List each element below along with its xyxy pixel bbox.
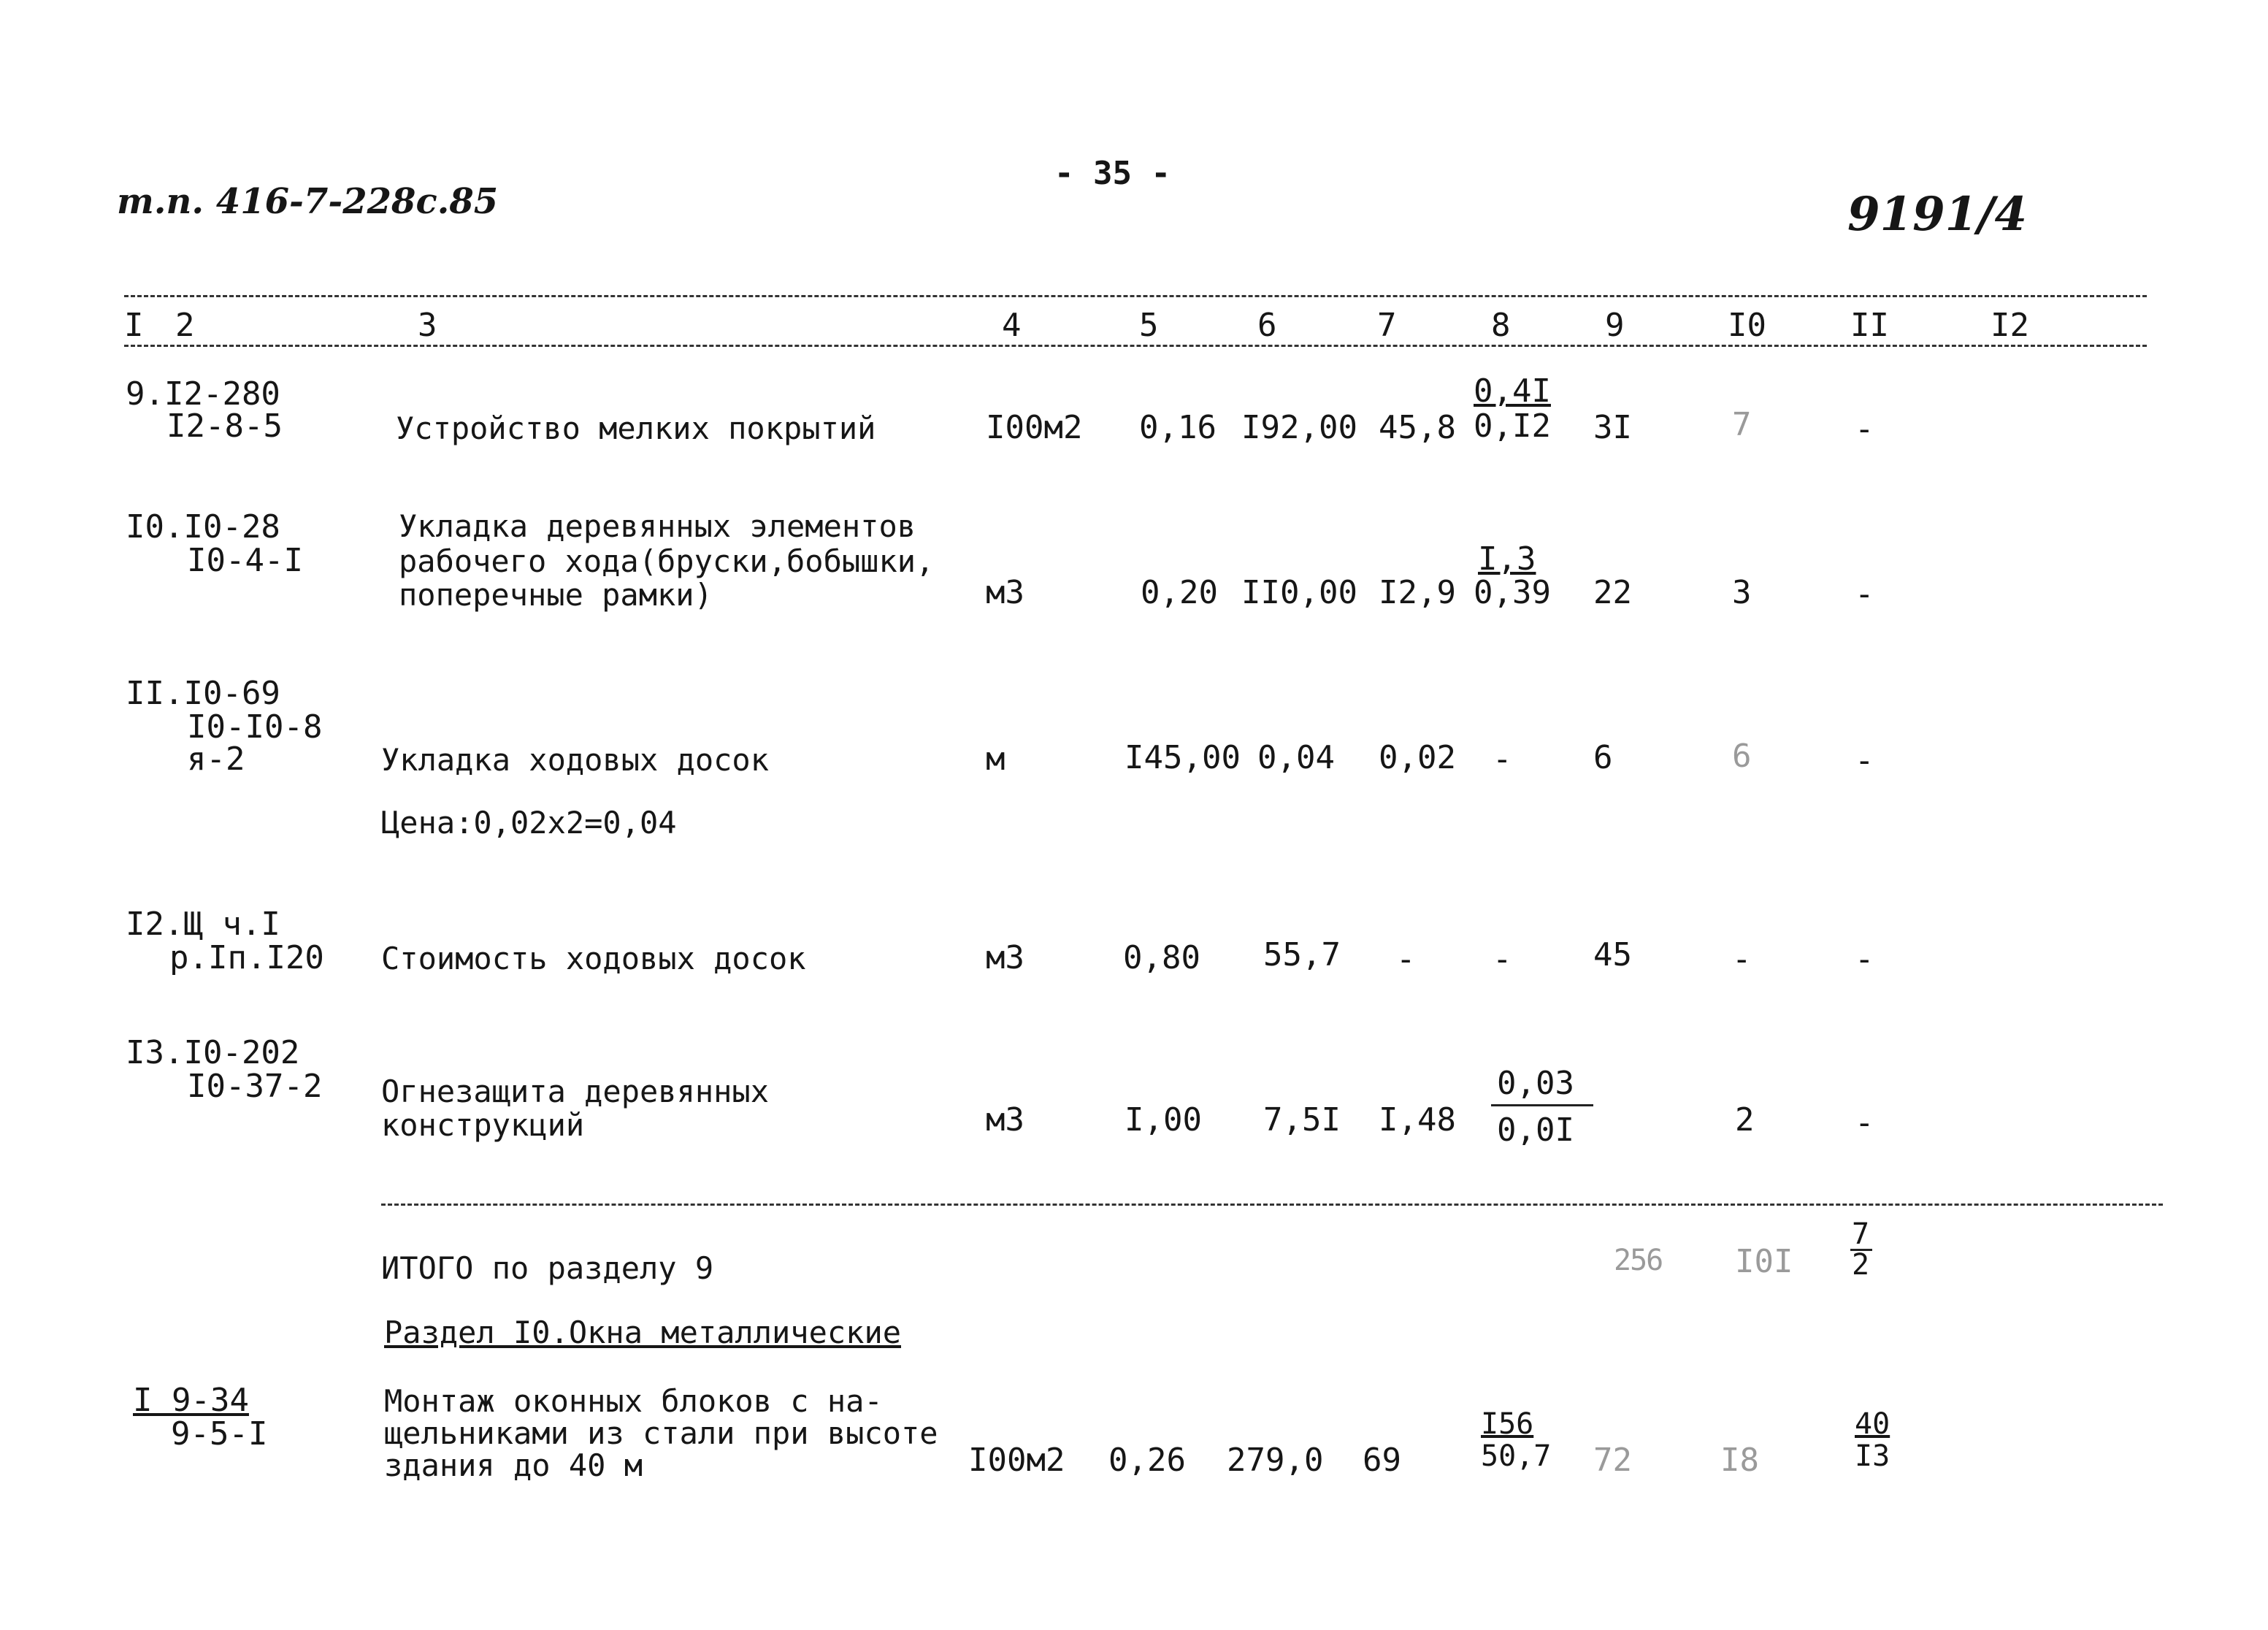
total-col9: 256 <box>1614 1244 1663 1277</box>
row-price: I92,00 <box>1241 409 1357 446</box>
row-col8-bottom: 0,39 <box>1474 574 1551 611</box>
row-unit: I00м2 <box>968 1442 1065 1479</box>
row-col11: - <box>1855 410 1874 448</box>
row-col11: - <box>1855 575 1874 613</box>
row-col9: 22 <box>1593 574 1632 611</box>
row-code: I0.I0-28 <box>126 508 280 546</box>
row-description: Укладка ходовых досок <box>381 742 770 778</box>
row-col11-bottom: I3 <box>1855 1439 1890 1473</box>
fraction-line <box>1491 1104 1593 1106</box>
row-price: 55,7 <box>1263 936 1341 973</box>
row-col10: 3 <box>1732 574 1752 611</box>
row-description: Монтаж оконных блоков с на- <box>384 1383 883 1419</box>
row-price: 279,0 <box>1227 1442 1324 1479</box>
column-number: 5 <box>1139 307 1159 344</box>
total-col11-bottom: 2 <box>1852 1248 1870 1282</box>
row-col8: - <box>1493 941 1512 978</box>
row-code-sub: I0-4-I <box>187 542 303 579</box>
row-quantity: I,00 <box>1125 1101 1202 1139</box>
column-number: 7 <box>1377 307 1397 344</box>
row-description: Огнезащита деревянных <box>381 1074 770 1109</box>
archive-stamp: 9191/4 <box>1847 187 2028 242</box>
row-col7: 69 <box>1363 1442 1401 1479</box>
row-description: Укладка деревянных элементов <box>399 508 916 544</box>
row-col8-top: I56 <box>1481 1407 1534 1441</box>
row-code-sub: I0-I0-8 <box>187 708 323 746</box>
row-col10: 2 <box>1735 1101 1755 1139</box>
row-col10: 6 <box>1732 738 1752 775</box>
total-rule <box>381 1204 2163 1206</box>
row-code-sub: 9-5-I <box>171 1415 268 1453</box>
header-top-rule <box>124 295 2147 297</box>
column-number: 9 <box>1605 307 1625 344</box>
row-description: конструкций <box>381 1107 585 1143</box>
row-description: щельниками из стали при высоте <box>384 1415 938 1451</box>
row-unit: м3 <box>986 939 1024 976</box>
column-number: 3 <box>418 307 437 344</box>
row-quantity: 0,26 <box>1108 1442 1186 1479</box>
row-col8-bottom: 0,0I <box>1497 1111 1574 1149</box>
row-description: здания до 40 м <box>384 1447 643 1483</box>
row-col9: 6 <box>1593 739 1613 776</box>
row-description: Устройство мелких покрытий <box>396 410 876 446</box>
row-unit: м <box>986 741 1005 778</box>
row-col11: - <box>1855 742 1874 779</box>
row-col10: I8 <box>1720 1442 1759 1479</box>
column-number: I <box>124 307 144 344</box>
page-number: - 35 - <box>1054 155 1171 192</box>
section-heading: Раздел I0.Окна металлические <box>384 1315 902 1350</box>
column-number: II <box>1850 307 1889 344</box>
row-code-sub: I2-8-5 <box>166 408 283 445</box>
row-col8: - <box>1493 741 1512 778</box>
row-price: 7,5I <box>1263 1101 1341 1139</box>
column-number: 4 <box>1002 307 1022 344</box>
row-col8-top: I,3 <box>1478 540 1536 578</box>
row-col8-top: 0,4I <box>1474 372 1551 410</box>
row-note: Цена:0,02х2=0,04 <box>381 805 677 841</box>
row-col7: 45,8 <box>1379 409 1456 446</box>
row-description: Стоимость ходовых досок <box>381 941 806 976</box>
row-col7: 0,02 <box>1379 739 1456 776</box>
header-bottom-rule <box>124 345 2147 347</box>
row-col9: 3I <box>1593 409 1632 446</box>
row-col11: - <box>1855 1104 1874 1141</box>
row-col11-top: 40 <box>1855 1407 1890 1441</box>
row-col9: 72 <box>1593 1442 1632 1479</box>
column-number: 2 <box>175 307 195 344</box>
row-col10: - <box>1732 941 1752 978</box>
row-price: 0,04 <box>1257 739 1335 776</box>
row-unit: м3 <box>986 574 1024 611</box>
row-col7: I,48 <box>1379 1101 1456 1139</box>
row-col8-top: 0,03 <box>1497 1065 1574 1102</box>
total-col11-top: 7 <box>1852 1217 1870 1251</box>
row-quantity: 0,80 <box>1123 939 1200 976</box>
row-quantity: 0,20 <box>1141 574 1218 611</box>
row-code: 9.I2-280 <box>126 375 280 413</box>
total-label: ИТОГО по разделу 9 <box>381 1250 714 1286</box>
column-number: I2 <box>1991 307 2029 344</box>
row-unit: м3 <box>986 1101 1024 1139</box>
row-description: рабочего хода(бруски,бобышки, <box>399 543 935 579</box>
row-col9: 45 <box>1593 936 1632 973</box>
row-description: поперечные рамки) <box>399 577 713 613</box>
column-number: I0 <box>1728 307 1766 344</box>
row-unit: I00м2 <box>986 409 1083 446</box>
row-col8-bottom: 50,7 <box>1481 1439 1552 1473</box>
row-code-sub: I0-37-2 <box>187 1068 323 1105</box>
column-number: 6 <box>1257 307 1277 344</box>
row-code: I3.I0-202 <box>126 1034 300 1071</box>
row-quantity: 0,16 <box>1139 409 1217 446</box>
row-col7: I2,9 <box>1379 574 1456 611</box>
row-col7: - <box>1396 941 1416 978</box>
row-code-sub: я-2 <box>187 741 245 778</box>
row-code: I2.Щ ч.I <box>126 906 280 943</box>
total-col10: I0I <box>1735 1243 1793 1280</box>
row-price: II0,00 <box>1241 574 1357 611</box>
row-col8-bottom: 0,I2 <box>1474 408 1551 445</box>
row-code: II.I0-69 <box>126 675 280 712</box>
document-code: т.п. 416-7-228с.85 <box>117 181 499 222</box>
row-col10: 7 <box>1732 406 1752 443</box>
row-col11: - <box>1855 941 1874 978</box>
row-quantity: I45,00 <box>1125 739 1241 776</box>
row-code-sub: р.Iп.I20 <box>169 939 324 976</box>
column-number: 8 <box>1491 307 1511 344</box>
row-code: I 9-34 <box>133 1382 249 1419</box>
